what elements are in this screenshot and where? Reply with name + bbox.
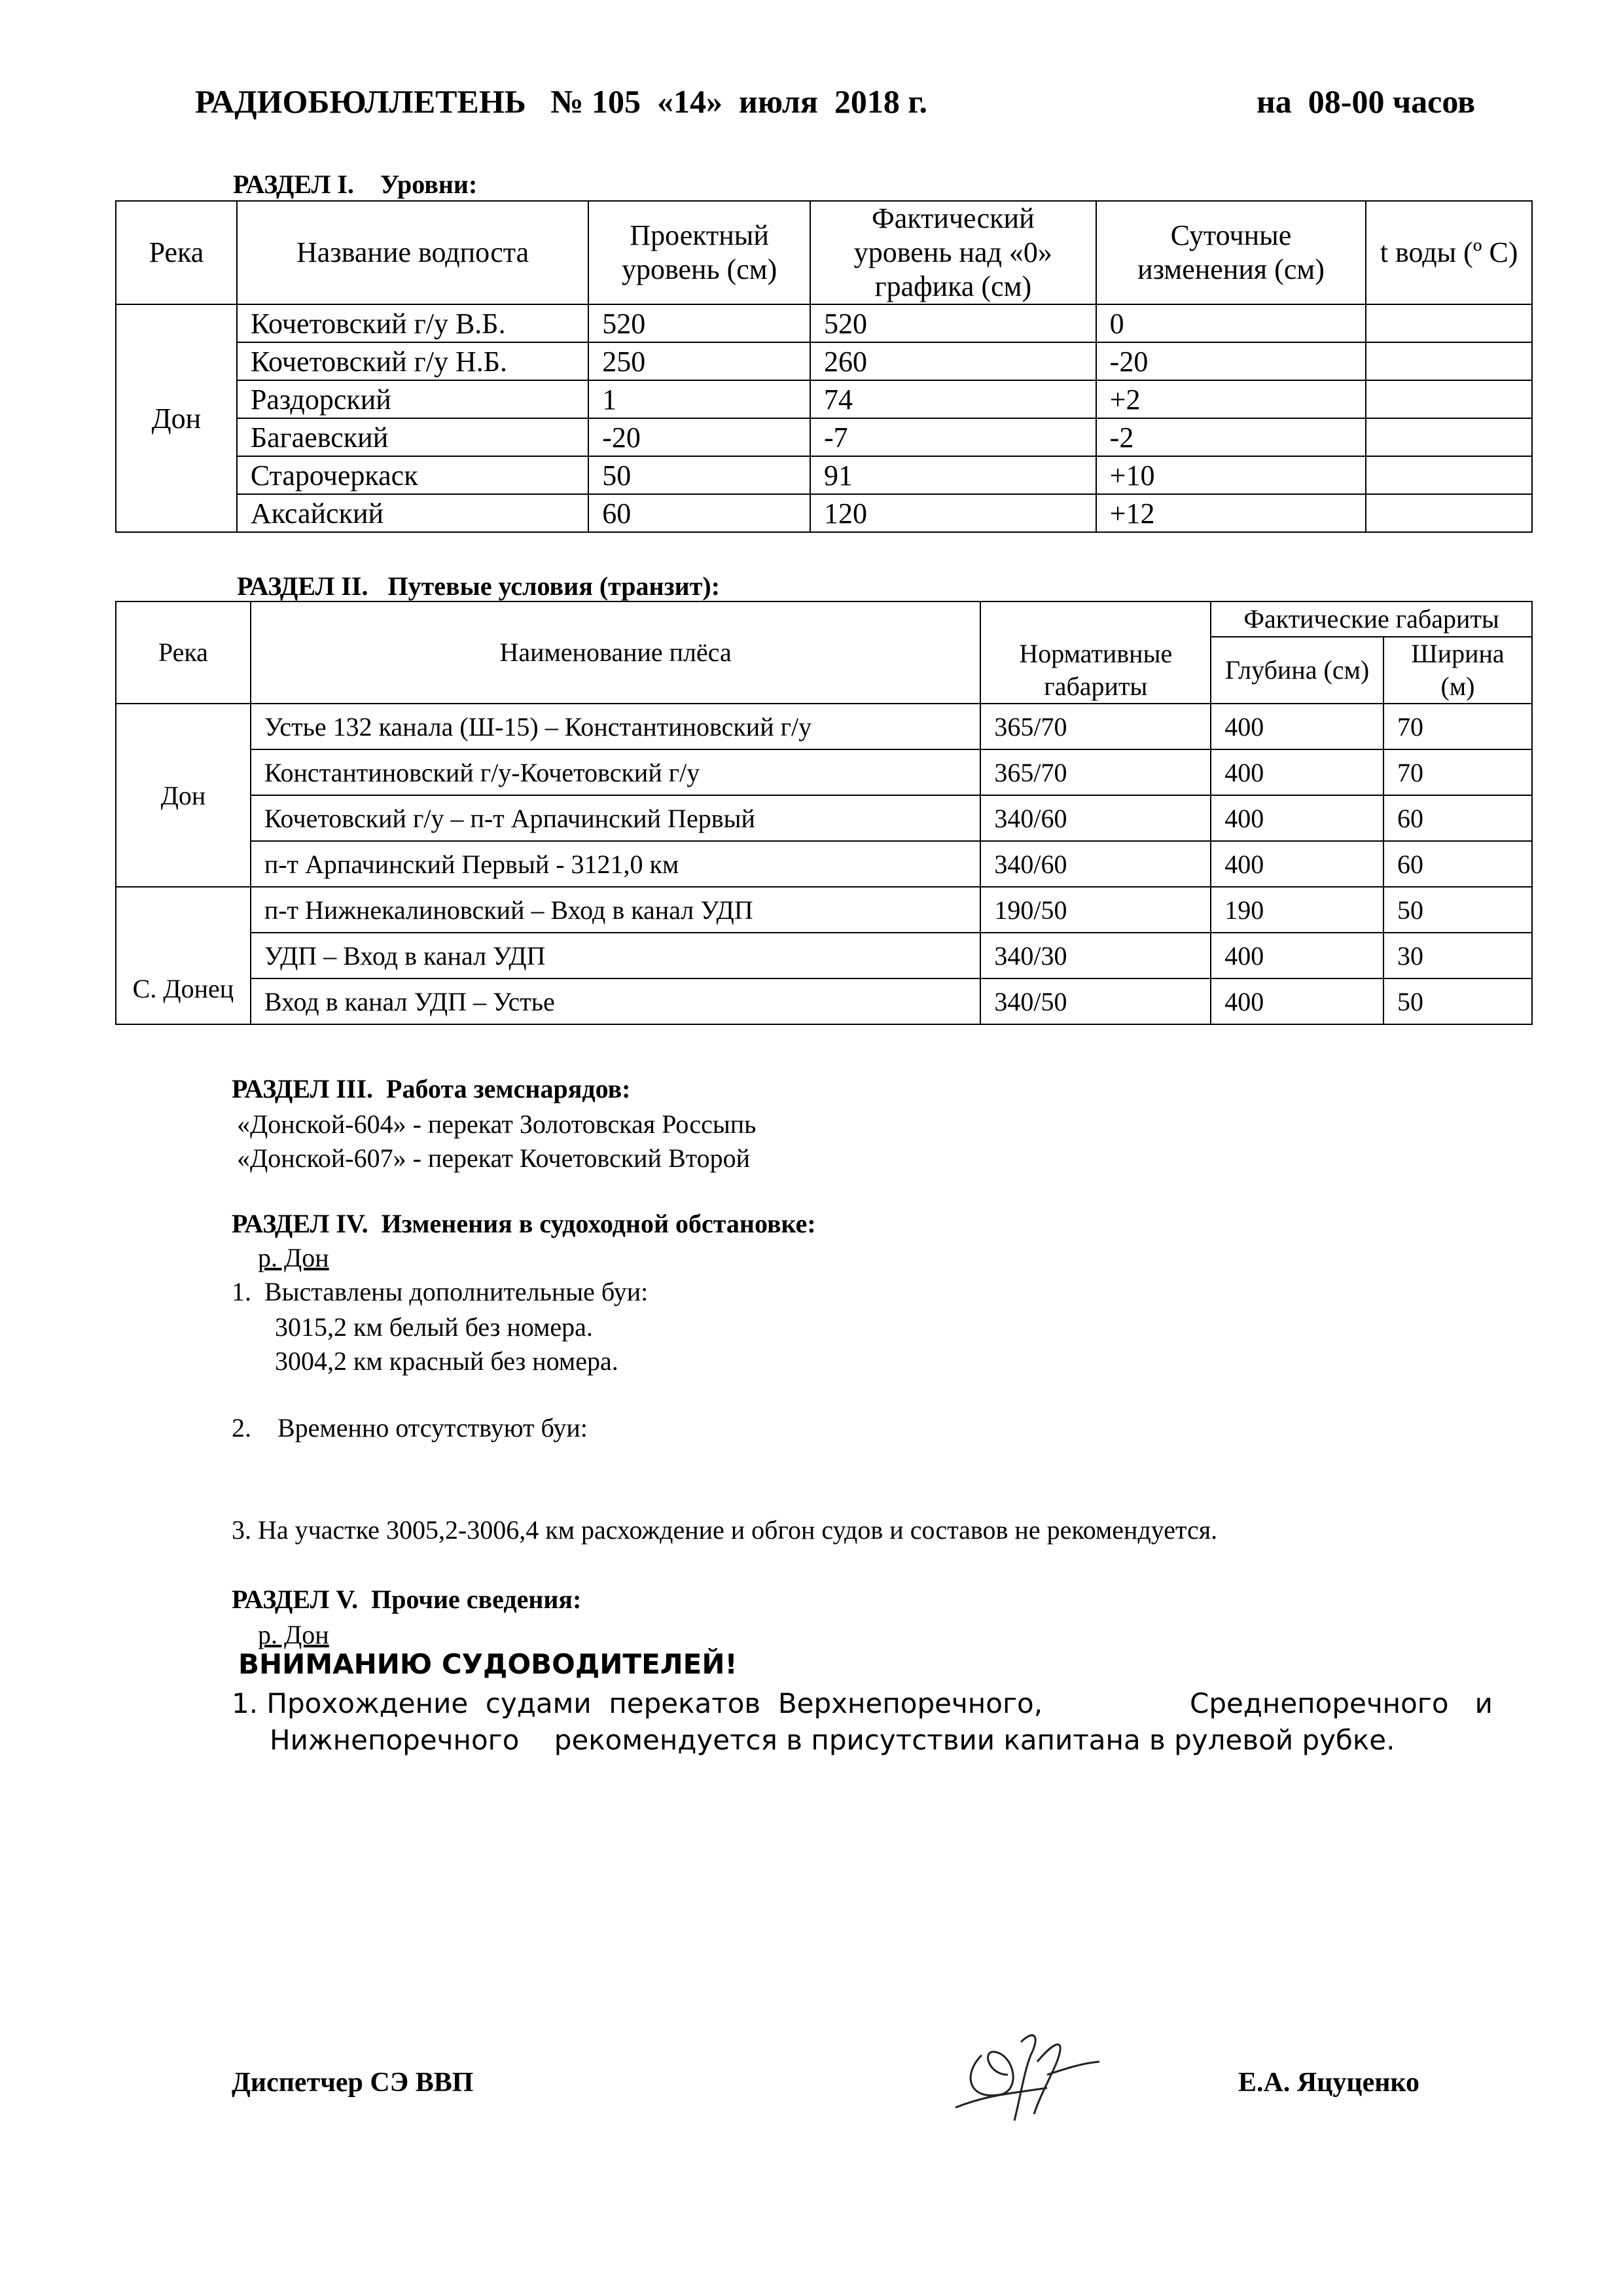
depth-cell: 400 [1211, 795, 1383, 841]
section4-item1: 1. Выставлены дополнительные буи: [232, 1277, 649, 1306]
section5-item1-line2: Нижнепоречного рекомендуется в присутствии капитана в рулевой рубке. [270, 1724, 1395, 1756]
change-cell: +2 [1096, 380, 1366, 418]
post-cell: Аксайский [237, 494, 588, 532]
bulletin-time: на 08-00 часов [1257, 83, 1476, 120]
river-cell: Дон [116, 304, 237, 532]
col-header-actual-level: Фактический уровень над «0» графика (см) [810, 201, 1096, 304]
transit-header-row [116, 601, 1532, 637]
stretch-cell: Кочетовский г/у – п-т Арпачинский Первый [251, 795, 981, 841]
table-row [116, 841, 1532, 887]
normative-cell: 190/50 [980, 887, 1211, 933]
actual-cell: 120 [810, 494, 1096, 532]
table-row [116, 304, 1532, 342]
section4-item3: 3. На участке 3005,2-3006,4 км расхождение и обгон судов и составов не рекомендуется. [232, 1515, 1218, 1545]
actual-cell: 74 [810, 380, 1096, 418]
change-cell: -2 [1096, 418, 1366, 456]
col-header-normative: Нормативные габариты [980, 601, 1211, 704]
post-cell: Багаевский [237, 418, 588, 456]
change-cell: +10 [1096, 456, 1366, 494]
stretch-cell: Устье 132 канала (Ш-15) – Константиновский г/у [251, 704, 981, 749]
temp-cell [1366, 304, 1532, 342]
buoy-line: 3015,2 км белый без номера. [275, 1312, 593, 1342]
temp-cell [1366, 456, 1532, 494]
section5-heading: РАЗДЕЛ V. Прочие сведения: [232, 1585, 582, 1614]
section2-heading: РАЗДЕЛ II. Путевые условия (транзит): [237, 571, 721, 601]
width-cell: 50 [1383, 978, 1532, 1024]
depth-cell: 400 [1211, 841, 1383, 887]
width-cell: 50 [1383, 887, 1532, 933]
depth-cell: 400 [1211, 933, 1383, 978]
stretch-cell: п-т Арпачинский Первый - 3121,0 км [251, 841, 981, 887]
dispatcher-title: Диспетчер СЭ ВВП [232, 2068, 474, 2098]
col-header-stretch: Наименование плёса [251, 601, 981, 704]
table-row [116, 418, 1532, 456]
dredger-line: «Донской-604» - перекат Золотовская Россыпь [237, 1109, 757, 1139]
actual-cell: 520 [810, 304, 1096, 342]
depth-cell: 400 [1211, 978, 1383, 1024]
actual-cell: 260 [810, 342, 1096, 380]
table-row [116, 380, 1532, 418]
bulletin-title: РАДИОБЮЛЛЕТЕНЬ № 105 «14» июля 2018 г. [195, 83, 927, 120]
attention-heading: ВНИМАНИЮ СУДОВОДИТЕЛЕЙ! [238, 1648, 738, 1680]
section4-river: р. Дон [258, 1243, 329, 1272]
table-row [116, 795, 1532, 841]
section5-item1-line1: 1. Прохождение судами перекатов Верхнепоречного, [232, 1687, 1043, 1719]
transit-table [115, 601, 1533, 1025]
river-cell: Дон [116, 704, 251, 887]
buoy-line: 3004,2 км красный без номера. [275, 1346, 618, 1376]
section3-heading: РАЗДЕЛ III. Работа земснарядов: [232, 1074, 631, 1103]
project-cell: 250 [588, 342, 810, 380]
col-header-river: Река [116, 201, 237, 304]
normative-cell: 340/60 [980, 841, 1211, 887]
stretch-cell: Вход в канал УДП – Устье [251, 978, 981, 1024]
change-cell: +12 [1096, 494, 1366, 532]
normative-cell: 340/60 [980, 795, 1211, 841]
table-row [116, 978, 1532, 1024]
width-cell: 70 [1383, 704, 1532, 749]
project-cell: 50 [588, 456, 810, 494]
width-cell: 60 [1383, 841, 1532, 887]
project-cell: 520 [588, 304, 810, 342]
section4-heading: РАЗДЕЛ IV. Изменения в судоходной обстановке: [232, 1209, 816, 1238]
post-cell: Раздорский [237, 380, 588, 418]
col-header-actual-group: Фактические габариты [1211, 601, 1532, 637]
table-row [116, 342, 1532, 380]
stretch-cell: Константиновский г/у-Кочетовский г/у [251, 749, 981, 795]
col-header-post: Название водпоста [237, 201, 588, 304]
dredger-line: «Донской-607» - перекат Кочетовский Второй [237, 1143, 751, 1173]
change-cell: 0 [1096, 304, 1366, 342]
section4-item2: 2. Временно отсутствуют буи: [232, 1413, 588, 1443]
post-cell: Кочетовский г/у В.Б. [237, 304, 588, 342]
table-row [116, 704, 1532, 749]
post-cell: Старочеркаск [237, 456, 588, 494]
section5-item1-line1-right: Среднепоречного и [1190, 1687, 1493, 1719]
table-row [116, 933, 1532, 978]
col-header-water-temp: t воды (º C) [1366, 201, 1532, 304]
dispatcher-name: Е.А. Яцуценко [1238, 2068, 1420, 2098]
col-header-project-level: Проектный уровень (см) [588, 201, 810, 304]
handwritten-signature [942, 2016, 1113, 2137]
temp-cell [1366, 418, 1532, 456]
stretch-cell: УДП – Вход в канал УДП [251, 933, 981, 978]
normative-cell: 340/30 [980, 933, 1211, 978]
stretch-cell: п-т Нижнекалиновский – Вход в канал УДП [251, 887, 981, 933]
col-header-width: Ширина (м) [1383, 637, 1532, 704]
table-row [116, 456, 1532, 494]
temp-cell [1366, 342, 1532, 380]
actual-cell: 91 [810, 456, 1096, 494]
post-cell: Кочетовский г/у Н.Б. [237, 342, 588, 380]
col-header-depth: Глубина (см) [1211, 637, 1383, 704]
table-row [116, 494, 1532, 532]
table-row [116, 887, 1532, 933]
width-cell: 70 [1383, 749, 1532, 795]
width-cell: 60 [1383, 795, 1532, 841]
section1-heading: РАЗДЕЛ I. Уровни: [233, 170, 478, 199]
levels-header-row [116, 201, 1532, 304]
project-cell: 1 [588, 380, 810, 418]
temp-cell [1366, 494, 1532, 532]
project-cell: 60 [588, 494, 810, 532]
change-cell: -20 [1096, 342, 1366, 380]
temp-cell [1366, 380, 1532, 418]
project-cell: -20 [588, 418, 810, 456]
section5-river: р. Дон [258, 1620, 329, 1649]
normative-cell: 365/70 [980, 704, 1211, 749]
depth-cell: 400 [1211, 749, 1383, 795]
depth-cell: 190 [1211, 887, 1383, 933]
col-header-daily-change: Суточные изменения (см) [1096, 201, 1366, 304]
depth-cell: 400 [1211, 704, 1383, 749]
normative-cell: 340/50 [980, 978, 1211, 1024]
river-cell: С. Донец [116, 887, 251, 1024]
table-row [116, 749, 1532, 795]
levels-table [115, 200, 1533, 533]
width-cell: 30 [1383, 933, 1532, 978]
actual-cell: -7 [810, 418, 1096, 456]
col-header-river: Река [116, 601, 251, 704]
normative-cell: 365/70 [980, 749, 1211, 795]
